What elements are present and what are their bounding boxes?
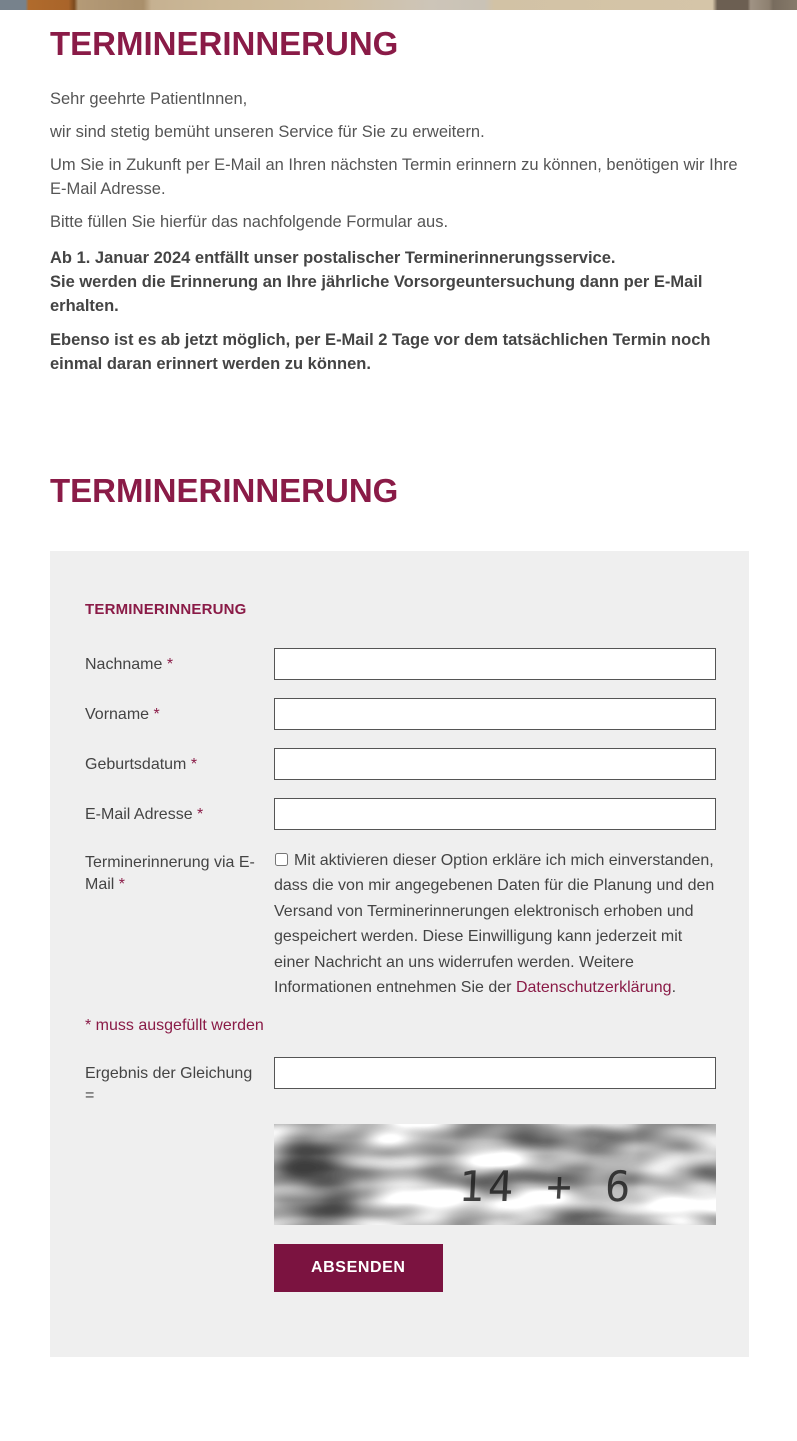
form-row-submit [85,1244,716,1292]
submit-spacer [85,1244,274,1292]
main-content [0,26,797,509]
label-text: Nachname [85,655,163,673]
intro-paragraph: Bitte füllen Sie hierfür das nachfolgende Formular aus. [50,212,449,231]
intro-text [50,88,747,376]
reminder-form-panel [50,551,749,1357]
required-asterisk: * [197,805,204,823]
captcha-answer-input[interactable] [274,1057,716,1089]
required-note: * muss ausgefüllt werden [85,1016,264,1034]
notice-postal-service [50,247,747,319]
consent-text: Mit aktivieren dieser Option erkläre ich mich einverstanden, dass die von mir angegebenen Daten für die Planung und den Versand von Terminerinnerungen elektronisch erhoben und gespeichert werden. Diese Einwilligung kann jederzeit mit einer Nachricht an uns widerrufen werden. Weitere Informationen entnehmen Sie der [274,851,715,997]
reminder-form [85,648,716,1292]
consent-field-label [85,848,274,1001]
privacy-policy-link[interactable]: Datenschutzerklärung [515,979,672,997]
label-text: Geburtsdatum [85,755,187,773]
required-asterisk: * [166,655,174,673]
form-row-consent [85,848,716,1001]
consent-text-end: . [671,979,677,997]
consent-checkbox[interactable] [275,853,288,866]
form-section-title: TERMINERINNERUNG [50,471,399,509]
notice-line: Ab 1. Januar 2024 entfällt unser postalischer Terminerinnerungsservice. [50,248,616,267]
notice-two-day-reminder: Ebenso ist es ab jetzt möglich, per E-Mail 2 Tage vor dem tatsächlichen Termin noch einmal daran erinnert werden zu können. [50,330,711,373]
vorname-label [85,698,274,730]
form-row-nachname [85,648,716,680]
intro-paragraph: Um Sie in Zukunft per E-Mail an Ihren nächsten Termin erinnern zu können, benötigen wir Ihre E-Mail Adresse. [50,156,738,199]
nachname-label [85,648,274,680]
captcha-image [274,1124,716,1225]
label-text: E-Mail Adresse [85,805,193,823]
bottom-whitespace [0,1357,797,1431]
consent-label[interactable] [274,848,716,1001]
vorname-input[interactable] [274,698,716,730]
notice-line: Sie werden die Erinnerung an Ihre jährliche Vorsorgeuntersuchung dann per E-Mail erhalten. [50,272,703,315]
page-title: TERMINERINNERUNG [50,25,399,62]
email-input[interactable] [274,798,716,830]
required-asterisk: * [118,876,126,894]
intro-paragraph: Sehr geehrte PatientInnen, [50,90,248,109]
label-text: Terminerinnerung via E-Mail [85,853,255,894]
email-label [85,798,274,830]
geburtsdatum-label [85,748,274,780]
form-row-email [85,798,716,830]
required-asterisk: * [153,705,160,723]
header-photo-strip [0,0,797,10]
form-row-vorname [85,698,716,730]
nachname-input[interactable] [274,648,716,680]
intro-paragraph: wir sind stetig bemüht unseren Service für Sie zu erweitern. [50,123,485,142]
label-text: Vorname [85,705,150,723]
submit-button[interactable]: ABSENDEN [274,1244,443,1292]
form-title: TERMINERINNERUNG [85,600,247,618]
required-asterisk: * [190,755,198,773]
geburtsdatum-input[interactable] [274,748,716,780]
form-row-captcha-answer [85,1057,716,1108]
captcha-label: Ergebnis der Gleichung = [85,1064,253,1105]
form-row-captcha-image [85,1124,716,1225]
captcha-image-spacer [85,1124,274,1225]
form-row-geburtsdatum [85,748,716,780]
captcha-equation: 14 + 6 [457,1161,636,1211]
